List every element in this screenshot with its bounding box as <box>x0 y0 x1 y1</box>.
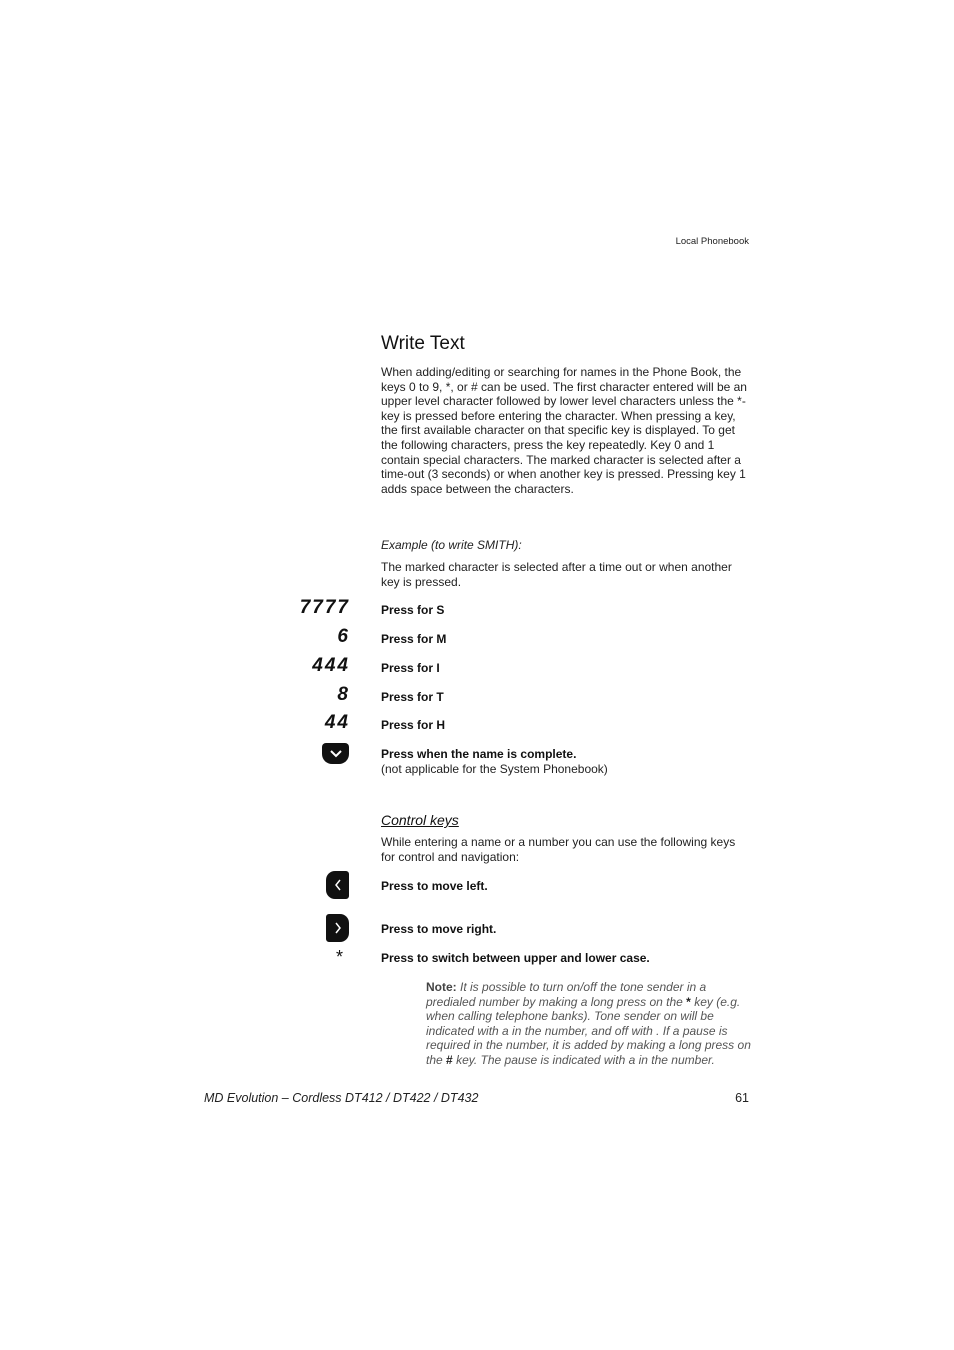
key-sequence-t: 8 <box>337 684 350 705</box>
note-text-3: key. The pause is indicated with a in the number. <box>456 1052 715 1067</box>
intro-paragraph: When adding/editing or searching for names in the Phone Book, the keys 0 to 9, *, or # can be used. The first character entered will be an upper level character followed by lower level characters unless the *-key is pressed before entering the character. When pressing a key, the first available character on that specific key is displayed. To get the following characters, press the key repeatedly. Key 0 and 1 contain special characters. The marked character is selected after a time-out (3 seconds) or when another key is pressed. Pressing key 1 adds space between the characters. <box>381 365 747 496</box>
note-paragraph <box>426 980 752 1068</box>
example-paragraph: The marked character is selected after a time out or when another key is pressed. <box>381 560 732 589</box>
key-sequence-m: 6 <box>337 626 350 647</box>
step-text-h: Press for H <box>381 718 446 732</box>
step-text-i: Press for I <box>381 661 440 675</box>
move-right-text: Press to move right. <box>381 922 497 936</box>
page-number: 61 <box>735 1091 749 1105</box>
note-text-2: key (e.g. when calling telephone banks). Tone sender on will be indicated with a in the number, and off with . If a pause is required in the number, it is added by making a long press on the <box>426 994 751 1067</box>
example-label: Example (to write SMITH): <box>381 538 522 552</box>
complete-subtext: (not applicable for the System Phonebook) <box>381 762 608 776</box>
key-sequence-h: 44 <box>324 712 350 733</box>
step-text-s: Press for S <box>381 603 445 617</box>
chevron-right-icon <box>326 914 349 942</box>
star-glyph: * <box>686 994 691 1009</box>
note-label: Note: <box>426 980 457 994</box>
hash-glyph: # <box>446 1052 453 1067</box>
control-keys-paragraph: While entering a name or a number you can use the following keys for control and navigation: <box>381 835 736 864</box>
note-text-1: It is possible to turn on/off the tone sender in a predialed number by making a long press on the <box>426 980 707 1009</box>
key-sequence-s: 7777 <box>299 597 350 618</box>
step-text-t: Press for T <box>381 690 444 704</box>
move-left-text: Press to move left. <box>381 879 488 893</box>
step-text-m: Press for M <box>381 632 447 646</box>
star-key-icon: * <box>336 947 344 967</box>
control-keys-title: Control keys <box>381 812 459 828</box>
key-sequence-i: 444 <box>312 655 350 676</box>
chevron-down-icon <box>322 743 349 764</box>
footer-product: MD Evolution – Cordless DT412 / DT422 / DT432 <box>204 1091 479 1105</box>
running-header: Local Phonebook <box>675 236 749 247</box>
chevron-left-icon <box>326 871 349 899</box>
complete-text: Press when the name is complete. <box>381 747 577 761</box>
switch-case-text: Press to switch between upper and lower case. <box>381 951 650 965</box>
page-title: Write Text <box>381 333 465 354</box>
